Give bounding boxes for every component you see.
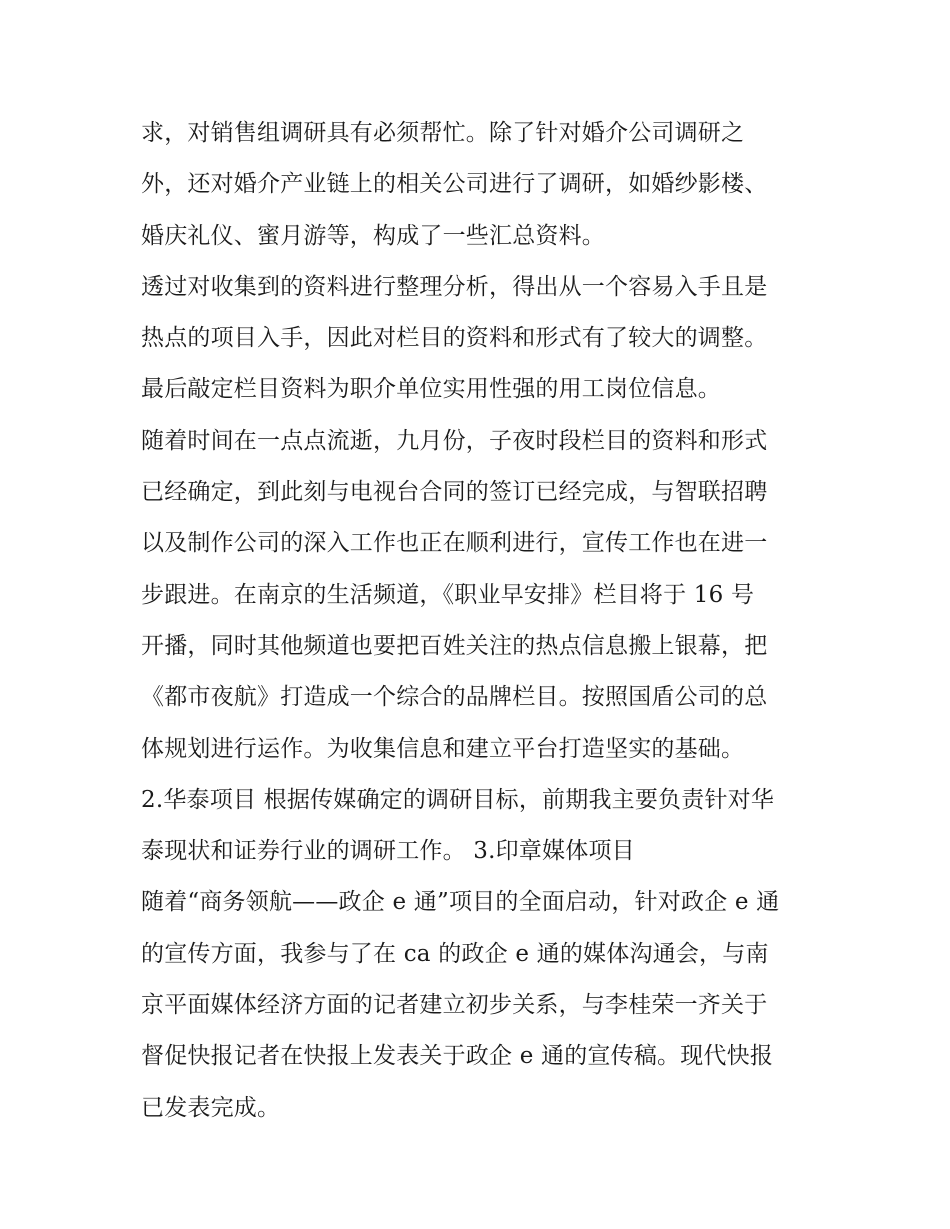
- text-line: 已经确定，到此刻与电视台合同的签订已经完成，与智联招聘: [141, 479, 768, 506]
- text-line: 京平面媒体经济方面的记者建立初步关系，与李桂荣一齐关于: [141, 992, 768, 1019]
- text-line: 热点的项目入手，因此对栏目的资料和形式有了较大的调整。: [141, 325, 768, 352]
- text-line: 步跟进。在南京的生活频道，《职业早安排》栏目将于 16 号: [141, 581, 755, 608]
- text-line: 外，还对婚介产业链上的相关公司进行了调研，如婚纱影楼、: [141, 171, 768, 198]
- text-line: 体规划进行运作。为收集信息和建立平台打造坚实的基础。: [141, 735, 745, 762]
- document-body: [141, 108, 831, 1134]
- text-line: 泰现状和证券行业的调研工作。 3.印章媒体项目: [141, 838, 635, 865]
- text-line: 婚庆礼仪、蜜月游等，构成了一些汇总资料。: [141, 222, 605, 249]
- text-line: 最后敲定栏目资料为职介单位实用性强的用工岗位信息。: [141, 376, 721, 403]
- text-line: 随着“商务领航——政企 e 通”项目的全面启动，针对政企 e 通: [141, 889, 780, 916]
- text-line: 的宣传方面，我参与了在 ca 的政企 e 通的媒体沟通会，与南: [141, 940, 769, 967]
- text-line: 《都市夜航》打造成一个综合的品牌栏目。按照国盾公司的总: [141, 684, 768, 711]
- text-line: 2.华泰项目 根据传媒确定的调研目标，前期我主要负责针对华: [141, 786, 775, 813]
- text-line: 开播，同时其他频道也要把百姓关注的热点信息搬上银幕，把: [141, 632, 768, 659]
- text-line: 督促快报记者在快报上发表关于政企 e 通的宣传稿。现代快报: [141, 1043, 774, 1070]
- text-line: 透过对收集到的资料进行整理分析，得出从一个容易入手且是: [141, 273, 768, 300]
- text-line: 随着时间在一点点流逝，九月份，子夜时段栏目的资料和形式: [141, 427, 768, 454]
- text-line: 求，对销售组调研具有必须帮忙。除了针对婚介公司调研之: [141, 120, 745, 146]
- text-line: 以及制作公司的深入工作也正在顺利进行，宣传工作也在进一: [141, 530, 768, 557]
- text-line: 已发表完成。: [141, 1094, 281, 1121]
